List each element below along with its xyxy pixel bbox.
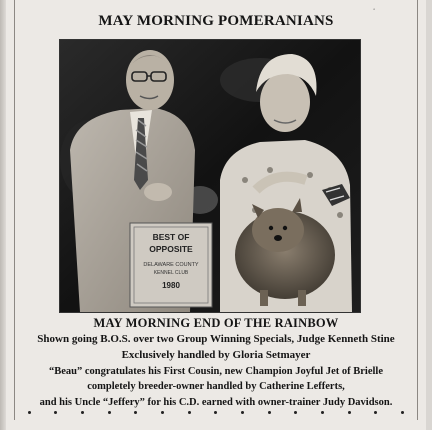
- magazine-page: [6, 0, 426, 430]
- divider-dot: [401, 411, 404, 414]
- divider-dot: [161, 411, 164, 414]
- divider-dot: [214, 411, 217, 414]
- divider-dot: [134, 411, 137, 414]
- sign-line-2: OPPOSITE: [149, 244, 193, 254]
- divider-dot: [294, 411, 297, 414]
- divider-dot: [374, 411, 377, 414]
- sign-line-3: DELAWARE COUNTY: [143, 262, 199, 268]
- divider-dot: [108, 411, 111, 414]
- sign-line-5: 1980: [162, 281, 180, 290]
- sign-line-4: KENNEL CLUB: [153, 270, 189, 276]
- caption-line-1: Shown going B.O.S. over two Group Winning Specials, Judge Kenneth Stine: [37, 333, 395, 345]
- caption-line-3: “Beau” congratulates his First Cousin, new Champion Joyful Jet of Brielle: [49, 366, 383, 377]
- award-photo: [60, 40, 360, 312]
- sign-line-1: BEST OF: [152, 232, 190, 242]
- divider-dot: [81, 411, 84, 414]
- dog-name-heading: MAY MORNING END OF THE RAINBOW: [93, 316, 339, 330]
- divider-dot: [241, 411, 244, 414]
- award-sign: [130, 223, 212, 307]
- divider-dot: [268, 411, 271, 414]
- caption-line-5: and his Uncle “Jeffery” for his C.D. earned with owner-trainer Judy Davidson.: [39, 397, 393, 408]
- photo-illustration: [60, 40, 360, 312]
- divider-dot: [188, 411, 191, 414]
- caption-line-4: completely breeder-owner handled by Catherine Lefferts,: [87, 381, 345, 392]
- divider-dot: [321, 411, 324, 414]
- caption-line-2: Exclusively handled by Gloria Setmayer: [121, 349, 311, 361]
- divider-dot: [54, 411, 57, 414]
- divider-dot: [348, 411, 351, 414]
- dotted-divider: [6, 411, 426, 414]
- kennel-title: MAY MORNING POMERANIANS: [98, 13, 334, 29]
- corner-mark: ˚: [373, 8, 376, 16]
- divider-dot: [28, 411, 31, 414]
